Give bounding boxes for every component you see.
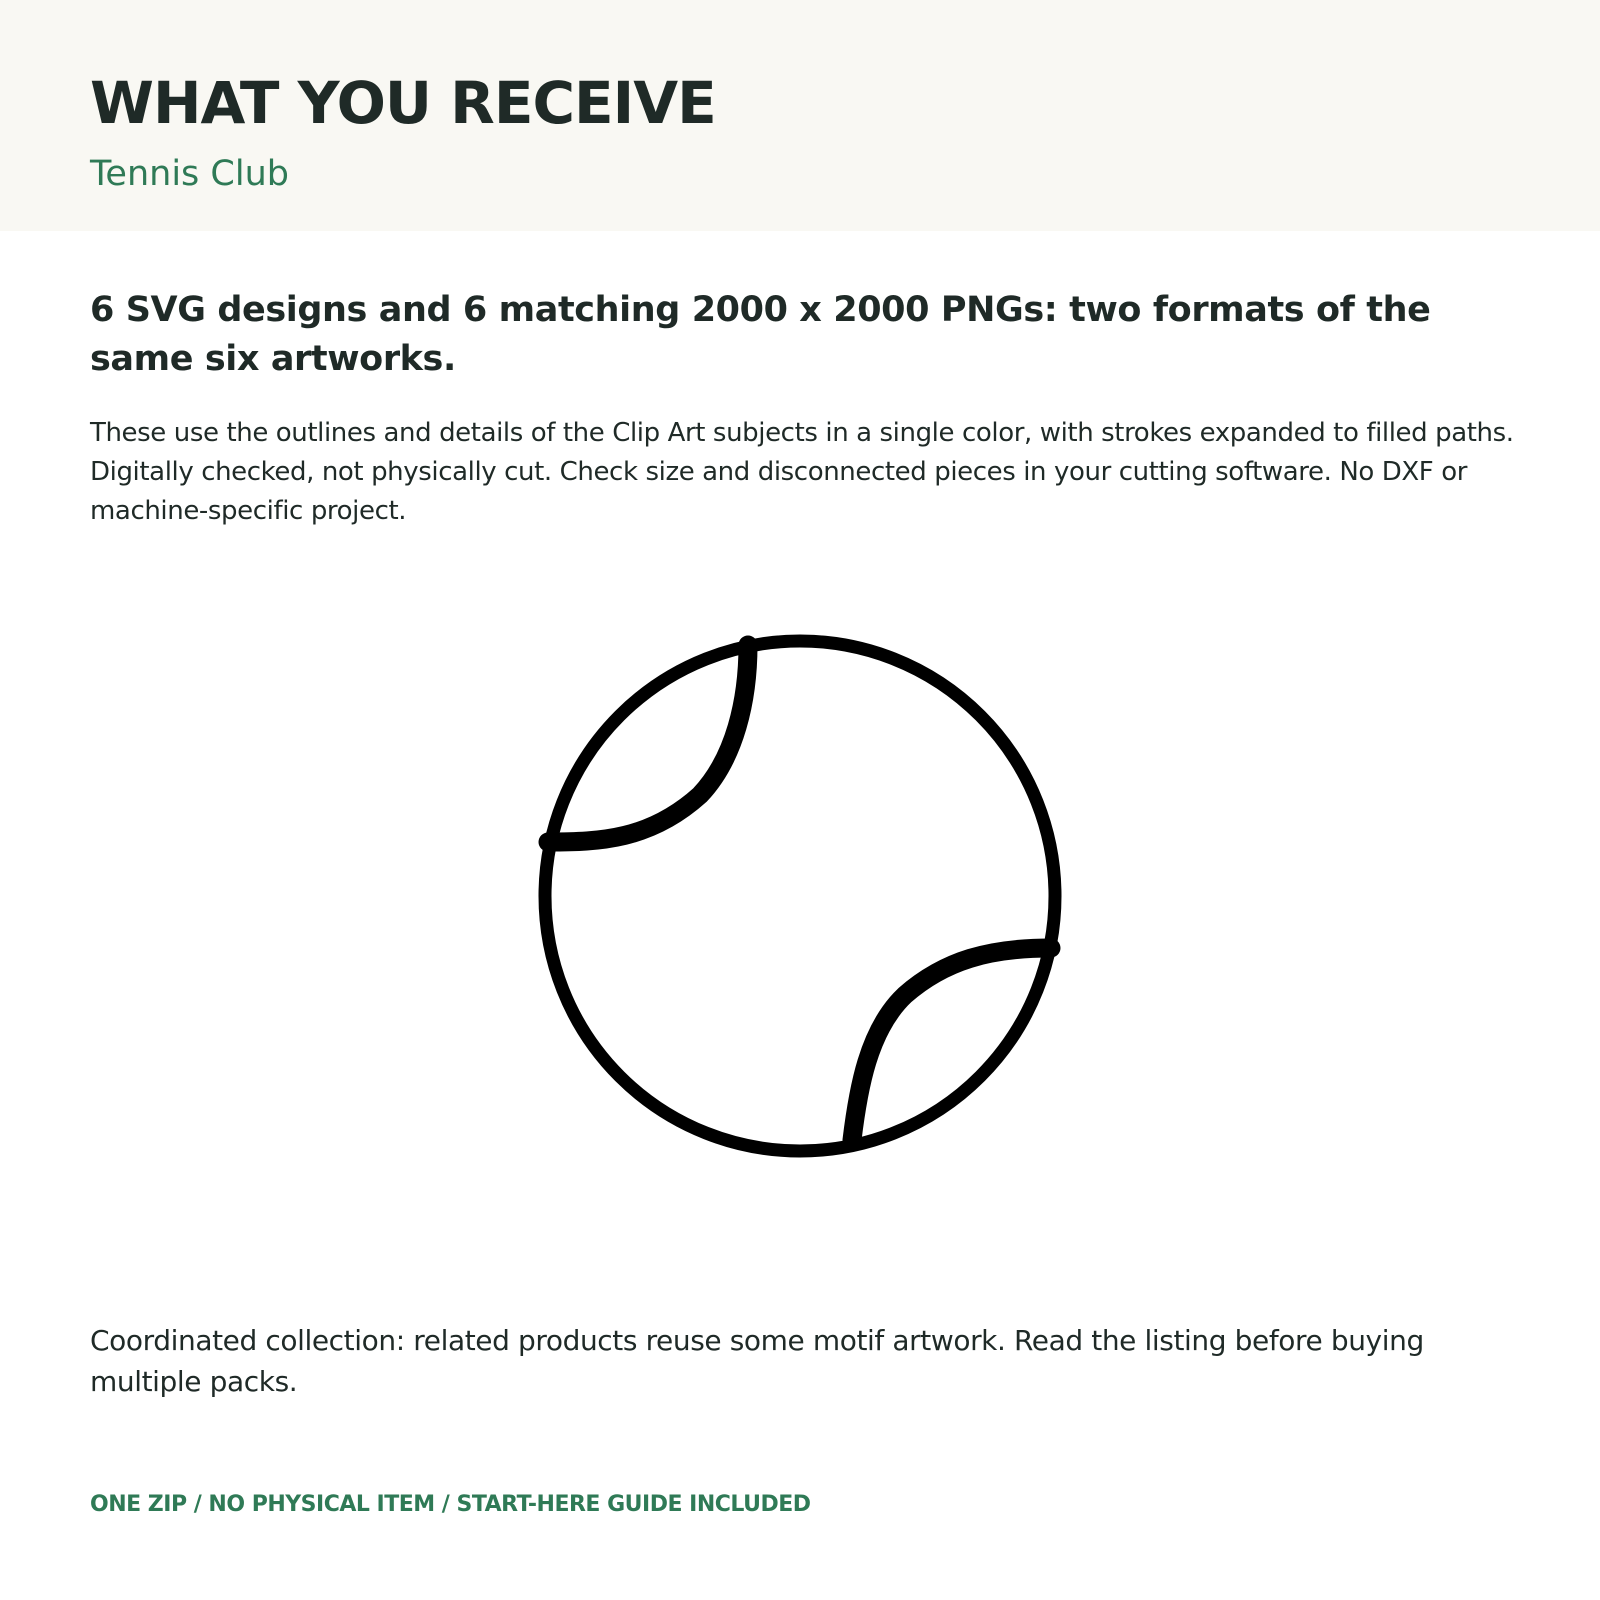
ball-seam-lower	[852, 948, 1051, 1140]
footer-tagline: ONE ZIP / NO PHYSICAL ITEM / START-HERE GUIDE INCLUDED	[90, 1492, 811, 1517]
ball-outline	[545, 641, 1055, 1151]
product-description: These use the outlines and details of the Clip Art subjects in a single color, with strokes expanded to filled paths. Digitally checked, not physically cut. Check size and disconnected pieces in your cutting software. No DXF or machine-specific project.	[90, 418, 1514, 526]
page-title: WHAT YOU RECEIVE	[90, 69, 716, 137]
page-subtitle: Tennis Club	[90, 154, 289, 194]
product-headline: 6 SVG designs and 6 matching 2000 x 2000 PNGs: two formats of the same six artworks.	[90, 290, 1431, 379]
collection-note: Coordinated collection: related products reuse some motif artwork. Read the listing before buying multiple packs.	[90, 1324, 1424, 1398]
ball-seam-upper	[548, 645, 748, 842]
